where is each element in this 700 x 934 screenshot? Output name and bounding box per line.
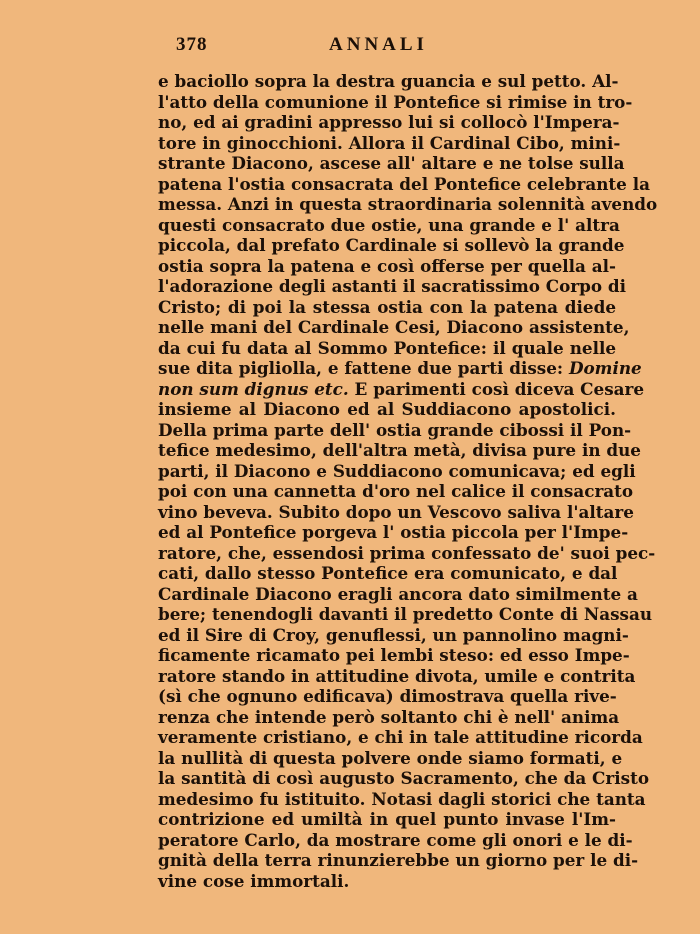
text-line: no, ed ai gradini appresso lui si collocò l'Impera- xyxy=(158,112,620,132)
text-line: messa. Anzi in questa straordinaria solennità avendo xyxy=(158,194,658,214)
text-line: ficamente ricamato pei lembi steso: ed esso Impe- xyxy=(158,645,630,665)
text-line: poi con una cannetta d'oro nel calice il consacrato xyxy=(158,481,634,501)
body-text xyxy=(158,71,658,891)
text-line: peratore Carlo, da mostrare come gli onori e le di- xyxy=(158,829,633,850)
text-line: l'adorazione degli astanti il sacratissimo Corpo di xyxy=(158,276,626,296)
text-line-with-italic xyxy=(158,358,642,379)
text-line: renza che intende però soltanto chi è nell' anima xyxy=(158,706,620,727)
text-line: medesimo fu istituito. Notasi dagli storici che tanta xyxy=(158,788,646,809)
text-line: gnità della terra rinunzierebbe un giorno per le di- xyxy=(158,850,639,870)
text-line: Della prima parte dell' ostia grande cibossi il Pon- xyxy=(158,419,632,440)
text-line: Cristo; di poi la stessa ostia con la patena diede xyxy=(158,296,616,317)
text-line: questi consacrato due ostie, una grande e l' altra xyxy=(158,214,620,235)
text-line: la nullità di questa polvere onde siamo formati, e xyxy=(158,747,623,768)
text-line-last: vine cose immortali. xyxy=(158,870,350,891)
text-line: piccola, dal prefato Cardinale si sollevò la grande xyxy=(158,235,625,255)
text-line: ratore stando in attitudine divota, umile e contrita xyxy=(158,665,636,686)
running-head: ANNALI xyxy=(329,34,428,55)
text-line: bere; tenendogli davanti il predetto Conte di Nassau xyxy=(158,604,653,624)
text-line: ed il Sire di Croy, genuflessi, un pannolino magni- xyxy=(158,624,629,645)
text-line: veramente cristiano, e chi in tale attitudine ricorda xyxy=(158,727,643,747)
italic-latin-phrase: non sum dignus etc. xyxy=(158,378,349,399)
italic-latin-phrase: Domine xyxy=(568,358,642,378)
text-line-with-italic xyxy=(158,378,645,400)
text-line: parti, il Diacono e Suddiacono comunicava; ed egli xyxy=(158,460,636,481)
text-line: insieme al Diacono ed al Suddiacono apostolici. xyxy=(158,399,616,419)
text-line: e baciollo sopra la destra guancia e sul petto. Al- xyxy=(158,71,619,91)
text-line: nelle mani del Cardinale Cesi, Diacono assistente, xyxy=(158,317,630,337)
text-line: strante Diacono, ascese all' altare e ne tolse sulla xyxy=(158,153,625,173)
text-line: Cardinale Diacono eragli ancora dato similmente a xyxy=(158,583,638,604)
page-number: 378 xyxy=(176,34,208,55)
text-line: patena l'ostia consacrata del Pontefice celebrante la xyxy=(158,173,650,194)
text-line: vino beveva. Subito dopo un Vescovo saliva l'altare xyxy=(158,501,634,522)
text-line: ed al Pontefice porgeva l' ostia piccola per l'Impe- xyxy=(158,522,629,542)
text-line: da cui fu data al Sommo Pontefice: il quale nelle xyxy=(158,337,616,358)
text-line: ratore, che, essendosi prima confessato de' suoi pec- xyxy=(158,542,656,563)
text-line: la santità di così augusto Sacramento, che da Cristo xyxy=(158,768,650,788)
text-line: tore in ginocchioni. Allora il Cardinal Cibo, mini- xyxy=(158,132,621,153)
text-line: ostia sopra la patena e così offerse per quella al- xyxy=(158,255,616,276)
text-line: l'atto della comunione il Pontefice si rimise in tro- xyxy=(158,91,633,112)
text-line: tefice medesimo, dell'altra metà, divisa pure in due xyxy=(158,440,641,460)
text-line: cati, dallo stesso Pontefice era comunicato, e dal xyxy=(158,563,618,583)
text-segment: sue dita pigliolla, e fattene due parti disse: xyxy=(158,358,569,378)
text-segment: E parimenti così diceva Cesare xyxy=(348,378,645,399)
text-line: (sì che ognuno edificava) dimostrava quella rive- xyxy=(158,686,617,706)
text-line: contrizione ed umiltà in quel punto invase l'Im- xyxy=(158,809,616,829)
